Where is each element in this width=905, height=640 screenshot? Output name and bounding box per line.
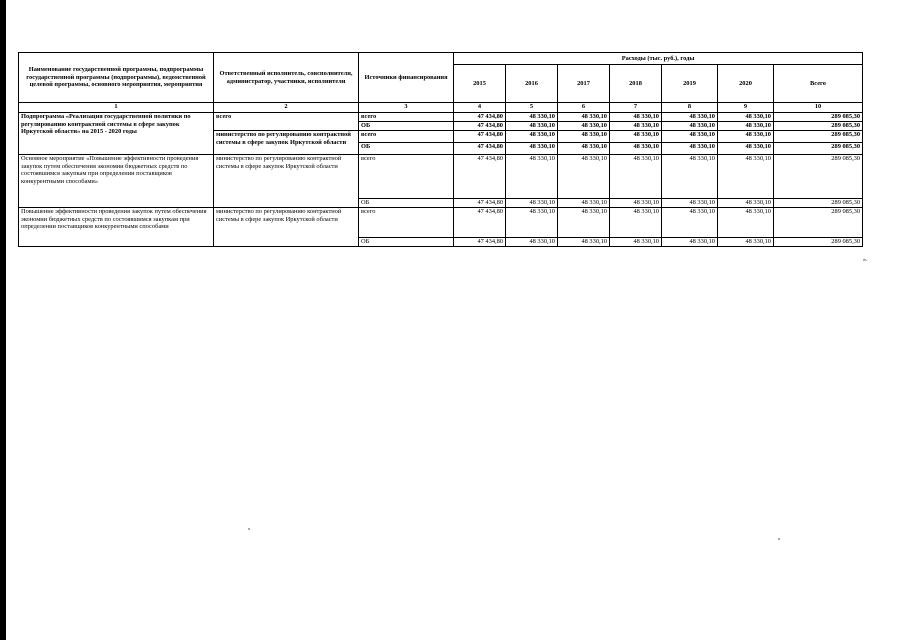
scan-speck	[778, 538, 780, 540]
row-value: 48 330,10	[610, 238, 662, 247]
row-source: ОБ	[359, 238, 454, 247]
row-responsible: всего	[214, 113, 359, 131]
row-value: 47 434,80	[454, 208, 506, 238]
row-value: 48 330,10	[718, 155, 774, 199]
row-value: 48 330,10	[506, 122, 558, 131]
header-year: Всего	[774, 65, 863, 103]
row-value: 48 330,10	[506, 208, 558, 238]
row-value: 48 330,10	[558, 143, 610, 155]
row-value: 289 085,30	[774, 113, 863, 122]
row-value: 48 330,10	[506, 143, 558, 155]
header-source: Источники финансирования	[359, 53, 454, 103]
column-number: 3	[359, 103, 454, 113]
row-value: 48 330,10	[610, 155, 662, 199]
row-value: 48 330,10	[610, 131, 662, 143]
header-name: Наименование государственной программы, подпрограммы государственной программы (подпрограммы), ведомственной целевой программы, основного мероприятия, мероприятия	[19, 53, 214, 103]
row-value: 48 330,10	[718, 238, 774, 247]
row-value: 48 330,10	[558, 208, 610, 238]
row-name: Подпрограмма «Реализация государственной политики по регулированию контрактной системы в сфере закупок Иркутской области» на 2015 - 2020 годы	[19, 113, 214, 155]
row-source: ОБ	[359, 199, 454, 208]
row-value: 48 330,10	[558, 131, 610, 143]
row-value: 289 085,30	[774, 238, 863, 247]
scan-edge-bar	[0, 0, 6, 640]
row-value: 48 330,10	[558, 199, 610, 208]
row-value: 48 330,10	[558, 113, 610, 122]
row-value: 47 434,80	[454, 143, 506, 155]
row-responsible: министерство по регулированию контрактной системы в сфере закупок Иркутской области	[214, 155, 359, 208]
row-value: 289 085,30	[774, 143, 863, 155]
row-value: 48 330,10	[662, 143, 718, 155]
column-number: 7	[610, 103, 662, 113]
row-value: 48 330,10	[662, 122, 718, 131]
row-value: 48 330,10	[610, 199, 662, 208]
row-value: 48 330,10	[718, 143, 774, 155]
row-source: всего	[359, 208, 454, 238]
row-value: 48 330,10	[662, 238, 718, 247]
row-value: 48 330,10	[610, 122, 662, 131]
table-row	[19, 208, 863, 238]
table-row	[19, 113, 863, 122]
column-number: 9	[718, 103, 774, 113]
row-responsible: министерство по регулированию контрактной системы в сфере закупок Иркутской области	[214, 131, 359, 155]
document-sheet	[18, 52, 863, 247]
header-expenses: Расходы (тыс. руб.), годы	[454, 53, 863, 65]
row-value: 289 085,30	[774, 155, 863, 199]
budget-table	[18, 52, 863, 247]
row-source: ОБ	[359, 143, 454, 155]
column-number: 8	[662, 103, 718, 113]
row-value: 48 330,10	[506, 131, 558, 143]
row-source: ОБ	[359, 122, 454, 131]
row-value: 289 085,30	[774, 208, 863, 238]
column-number: 2	[214, 103, 359, 113]
header-year: 2020	[718, 65, 774, 103]
column-number: 6	[558, 103, 610, 113]
row-value: 48 330,10	[558, 122, 610, 131]
row-responsible: министерство по регулированию контрактной системы в сфере закупок Иркутской области	[214, 208, 359, 247]
row-value: 289 085,30	[774, 131, 863, 143]
row-value: 47 434,80	[454, 131, 506, 143]
row-value: 48 330,10	[506, 155, 558, 199]
row-value: 48 330,10	[610, 113, 662, 122]
header-year: 2017	[558, 65, 610, 103]
row-source: всего	[359, 155, 454, 199]
scan-speck	[248, 528, 250, 530]
header-year: 2019	[662, 65, 718, 103]
row-value: 47 434,80	[454, 238, 506, 247]
row-value: 48 330,10	[718, 199, 774, 208]
row-source: всего	[359, 113, 454, 122]
row-value: 48 330,10	[662, 113, 718, 122]
row-value: 48 330,10	[662, 155, 718, 199]
row-value: 48 330,10	[662, 208, 718, 238]
row-value: 48 330,10	[718, 208, 774, 238]
row-value: 47 434,80	[454, 122, 506, 131]
trailing-mark: ».	[863, 257, 868, 263]
row-value: 48 330,10	[718, 113, 774, 122]
row-name: Повышение эффективности проведения закупок путем обеспечения экономии бюджетных средств по состоявшимся закупкам при определении поставщиков конкурентными способами	[19, 208, 214, 247]
column-number: 5	[506, 103, 558, 113]
column-number: 10	[774, 103, 863, 113]
row-value: 47 434,80	[454, 155, 506, 199]
column-number: 4	[454, 103, 506, 113]
row-value: 48 330,10	[506, 113, 558, 122]
table-row	[19, 155, 863, 199]
header-responsible: Ответственный исполнитель, соисполнители, администратор, участники, исполнители	[214, 53, 359, 103]
header-year: 2018	[610, 65, 662, 103]
row-value: 48 330,10	[718, 131, 774, 143]
row-value: 48 330,10	[610, 143, 662, 155]
row-value: 48 330,10	[506, 238, 558, 247]
row-name: Основное мероприятие «Повышение эффективности проведения закупок путем обеспечения экономии бюджетных средств по состоявшимся закупкам при определении поставщиков конкурентными способами»	[19, 155, 214, 208]
row-value: 48 330,10	[610, 208, 662, 238]
row-value: 48 330,10	[506, 199, 558, 208]
row-value: 48 330,10	[718, 122, 774, 131]
row-value: 48 330,10	[662, 199, 718, 208]
row-value: 48 330,10	[558, 155, 610, 199]
row-value: 289 085,30	[774, 122, 863, 131]
header-year: 2016	[506, 65, 558, 103]
row-source: всего	[359, 131, 454, 143]
row-value: 48 330,10	[662, 131, 718, 143]
row-value: 47 434,80	[454, 199, 506, 208]
row-value: 47 434,80	[454, 113, 506, 122]
column-number: 1	[19, 103, 214, 113]
header-year: 2015	[454, 65, 506, 103]
row-value: 48 330,10	[558, 238, 610, 247]
row-value: 289 085,30	[774, 199, 863, 208]
